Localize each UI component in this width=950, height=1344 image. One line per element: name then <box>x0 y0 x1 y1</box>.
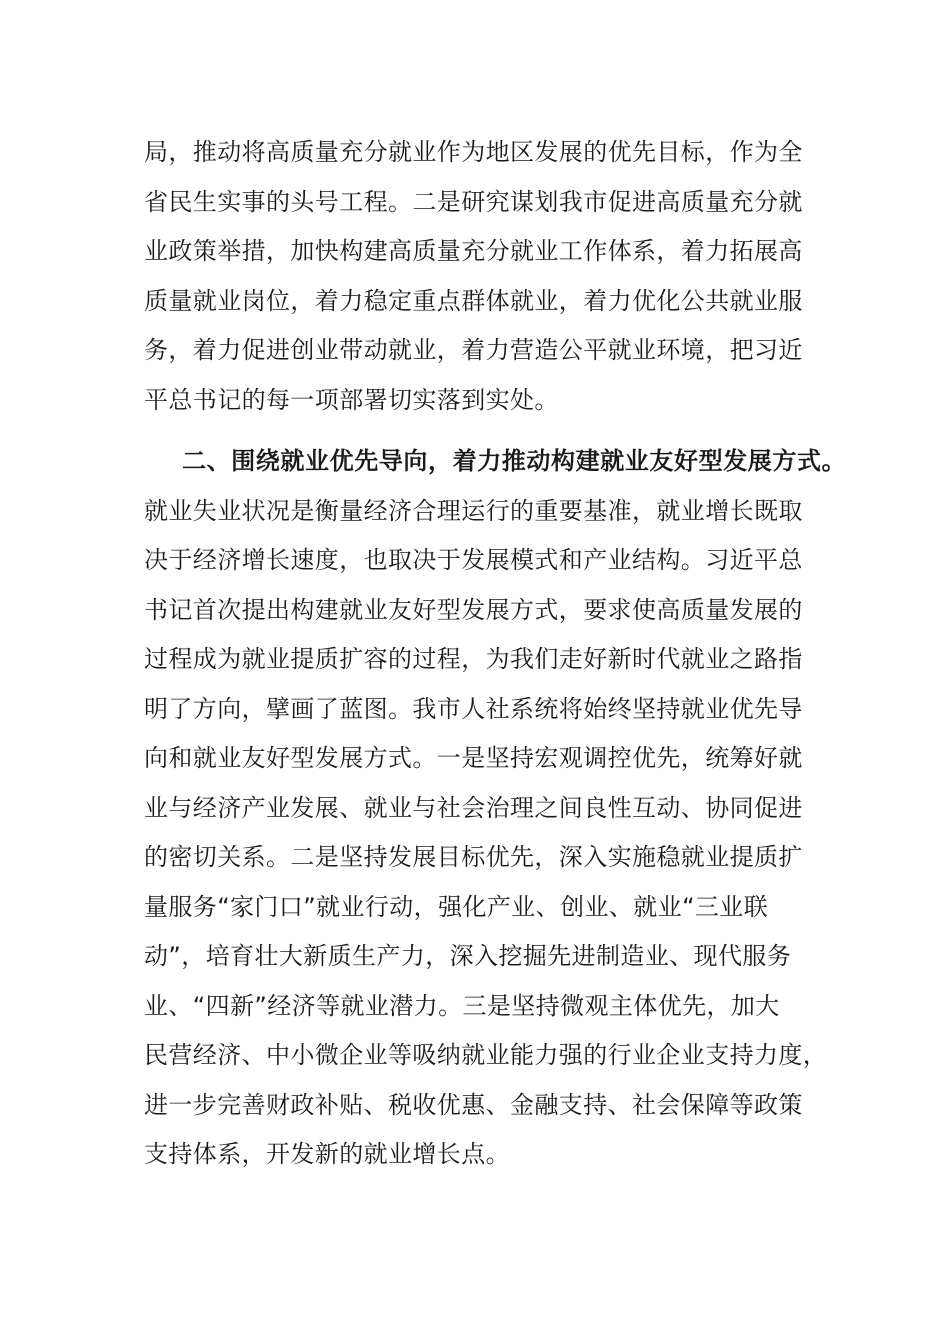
paragraph-line: 平总书记的每一项部署切实落到实处。 <box>144 385 559 414</box>
paragraph-line: 务，着力促进创业带动就业，着力营造公平就业环境，把习近 <box>144 336 803 364</box>
paragraph-line: 进一步完善财政补贴、税收优惠、金融支持、社会保障等政策 <box>144 1090 803 1119</box>
paragraph-line: 局，推动将高质量充分就业作为地区发展的优先目标，作为全 <box>144 138 803 166</box>
paragraph-line: 业与经济产业发展、就业与社会治理之间良性互动、协同促进 <box>144 793 803 822</box>
paragraph-line: 民营经济、中小微企业等吸纳就业能力强的行业企业支持力度， <box>144 1041 828 1069</box>
paragraph-1 <box>144 128 824 425</box>
paragraph-line: 省民生实事的头号工程。二是研究谋划我市促进高质量充分就 <box>144 187 803 216</box>
paragraph-line: 过程成为就业提质扩容的过程，为我们走好新时代就业之路指 <box>144 645 803 673</box>
paragraph-line: 决于经济增长速度，也取决于发展模式和产业结构。习近平总 <box>144 546 803 574</box>
paragraph-line: 业政策举措，加快构建高质量充分就业工作体系，着力拓展高 <box>144 237 803 265</box>
paragraph-line: 支持体系，开发新的就业增长点。 <box>144 1140 510 1168</box>
paragraph-line: 向和就业友好型发展方式。一是坚持宏观调控优先，统筹好就 <box>144 744 803 772</box>
section-heading: 二、围绕就业优先导向，着力推动构建就业友好型发展方式。 <box>182 447 847 475</box>
paragraph-line: 的密切关系。二是坚持发展目标优先，深入实施稳就业提质扩 <box>144 843 803 871</box>
paragraph-line: 质量就业岗位，着力稳定重点群体就业，着力优化公共就业服 <box>144 286 803 315</box>
paragraph-line: 业、“四新”经济等就业潜力。三是坚持微观主体优先，加大 <box>144 991 780 1020</box>
paragraph-line: 动”，培育壮大新质生产力，深入挖掘先进制造业、现代服务 <box>144 942 792 970</box>
paragraph-line: 书记首次提出构建就业友好型发展方式，要求使高质量发展的 <box>144 595 803 624</box>
paragraph-line: 量服务“家门口”就业行动，强化产业、创业、就业“三业联 <box>144 892 769 921</box>
paragraph-line: 明了方向，擘画了蓝图。我市人社系统将始终坚持就业优先导 <box>144 694 803 723</box>
paragraph-2 <box>144 437 847 1180</box>
paragraph-line: 就业失业状况是衡量经济合理运行的重要基准，就业增长既取 <box>144 496 803 525</box>
